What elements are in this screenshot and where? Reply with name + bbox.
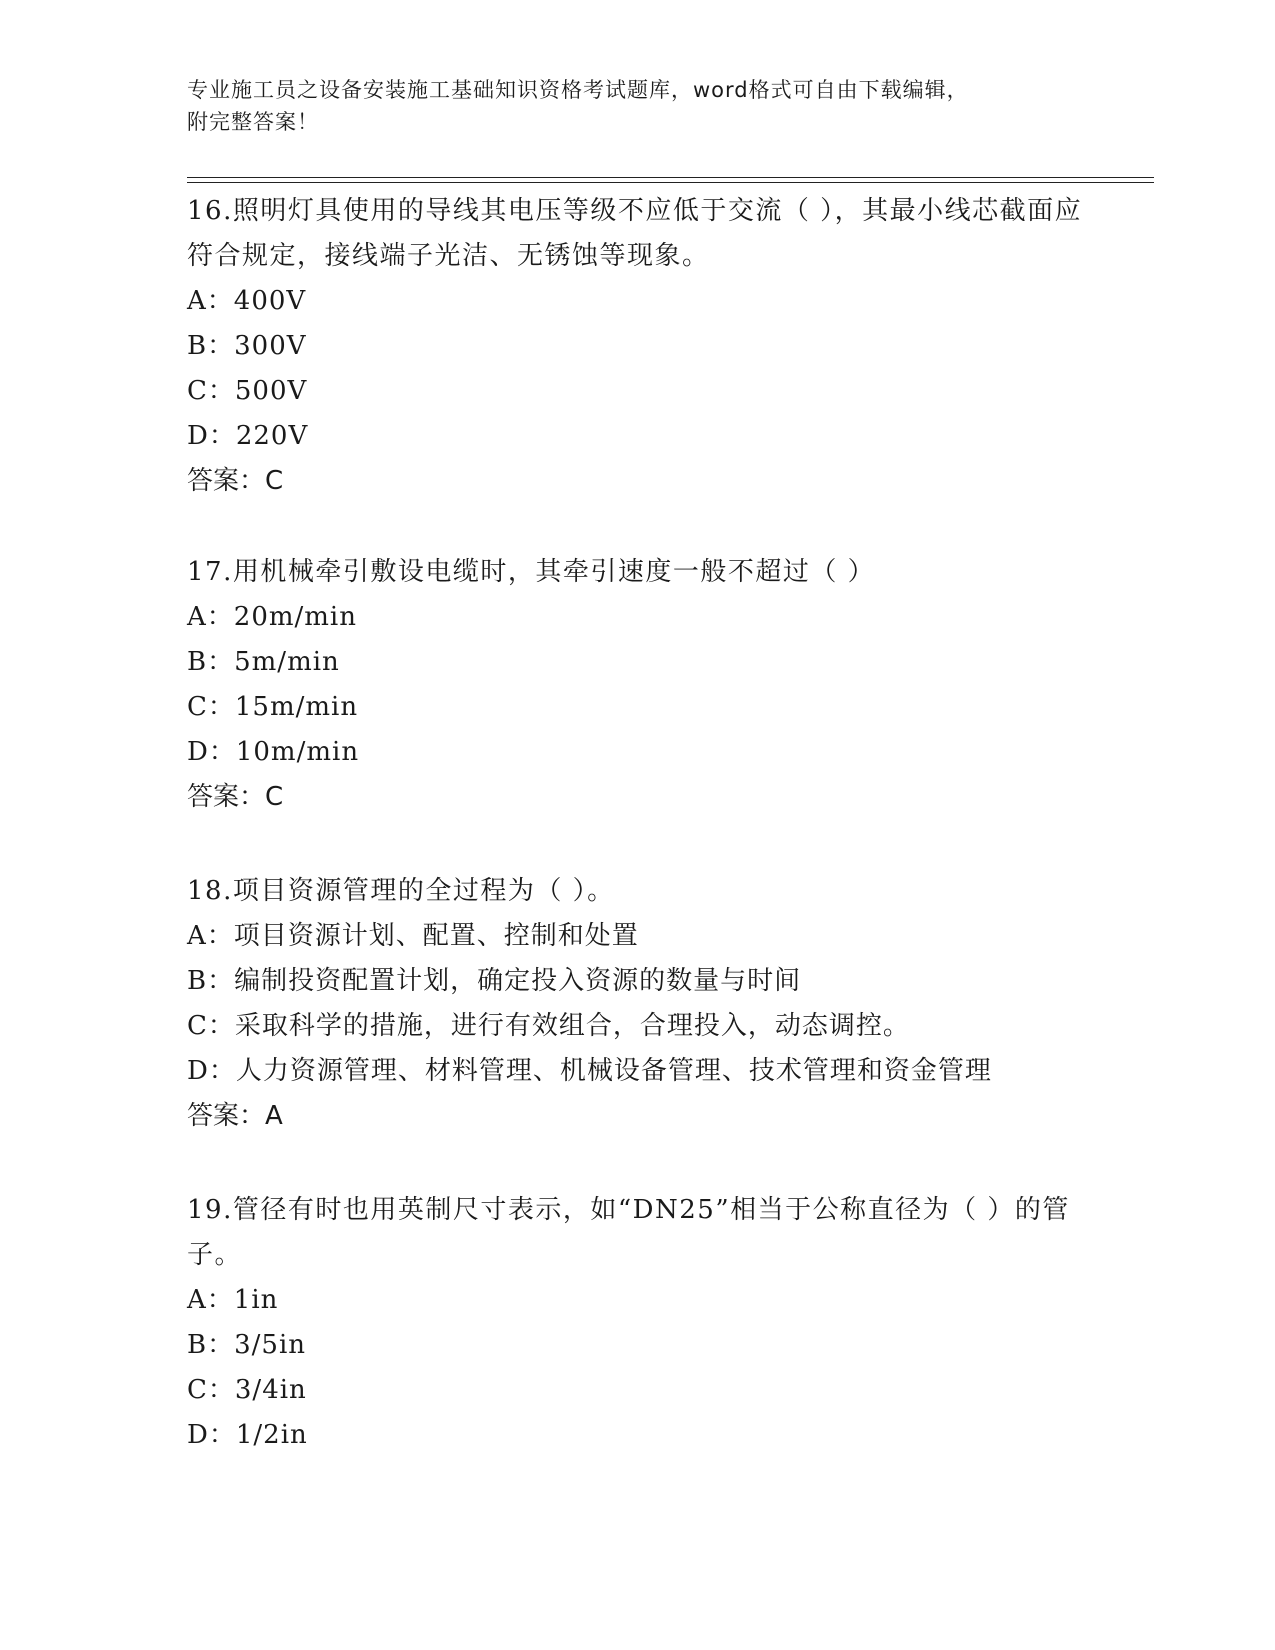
option-c: C：500V	[187, 376, 308, 406]
option-a: A：400V	[187, 286, 307, 316]
question-16	[187, 189, 1087, 504]
document-header	[187, 74, 1087, 138]
question-19	[187, 1188, 1087, 1458]
answer-label: 答案：C	[187, 466, 284, 496]
option-b: B：3/5in	[187, 1330, 307, 1360]
option-d: D：1/2in	[187, 1420, 308, 1450]
question-stem: 17.用机械牵引敷设电缆时，其牵引速度一般不超过（ ）	[187, 557, 876, 587]
option-c: C：15m/min	[187, 692, 359, 722]
header-title-line1: 专业施工员之设备安装施工基础知识资格考试题库，word格式可自由下载编辑，	[187, 78, 969, 102]
option-b: B：编制投资配置计划，确定投入资源的数量与时间	[187, 966, 802, 996]
option-d: D：人力资源管理、材料管理、机械设备管理、技术管理和资金管理	[187, 1056, 992, 1086]
option-c: C：采取科学的措施，进行有效组合，合理投入，动态调控。	[187, 1011, 910, 1041]
question-stem: 19.管径有时也用英制尺寸表示，如“DN25”相当于公称直径为（ ）的管子。	[187, 1195, 1070, 1270]
option-b: B：5m/min	[187, 647, 340, 677]
question-stem: 16.照明灯具使用的导线其电压等级不应低于交流（ ），其最小线芯截面应符合规定，接线端子光洁、无锈蚀等现象。	[187, 196, 1083, 271]
answer-label: 答案：C	[187, 782, 284, 812]
answer-label: 答案：A	[187, 1101, 283, 1131]
option-d: D：220V	[187, 421, 309, 451]
header-title-line2: 附完整答案！	[187, 110, 319, 134]
header-divider-bottom	[187, 182, 1154, 183]
question-stem: 18.项目资源管理的全过程为（ ）。	[187, 876, 615, 906]
option-a: A：1in	[187, 1285, 279, 1315]
question-18	[187, 869, 1087, 1139]
option-a: A：项目资源计划、配置、控制和处置	[187, 921, 639, 951]
option-c: C：3/4in	[187, 1375, 307, 1405]
question-17	[187, 550, 1087, 820]
option-a: A：20m/min	[187, 602, 357, 632]
option-b: B：300V	[187, 331, 307, 361]
option-d: D：10m/min	[187, 737, 360, 767]
header-divider-top	[187, 177, 1154, 178]
